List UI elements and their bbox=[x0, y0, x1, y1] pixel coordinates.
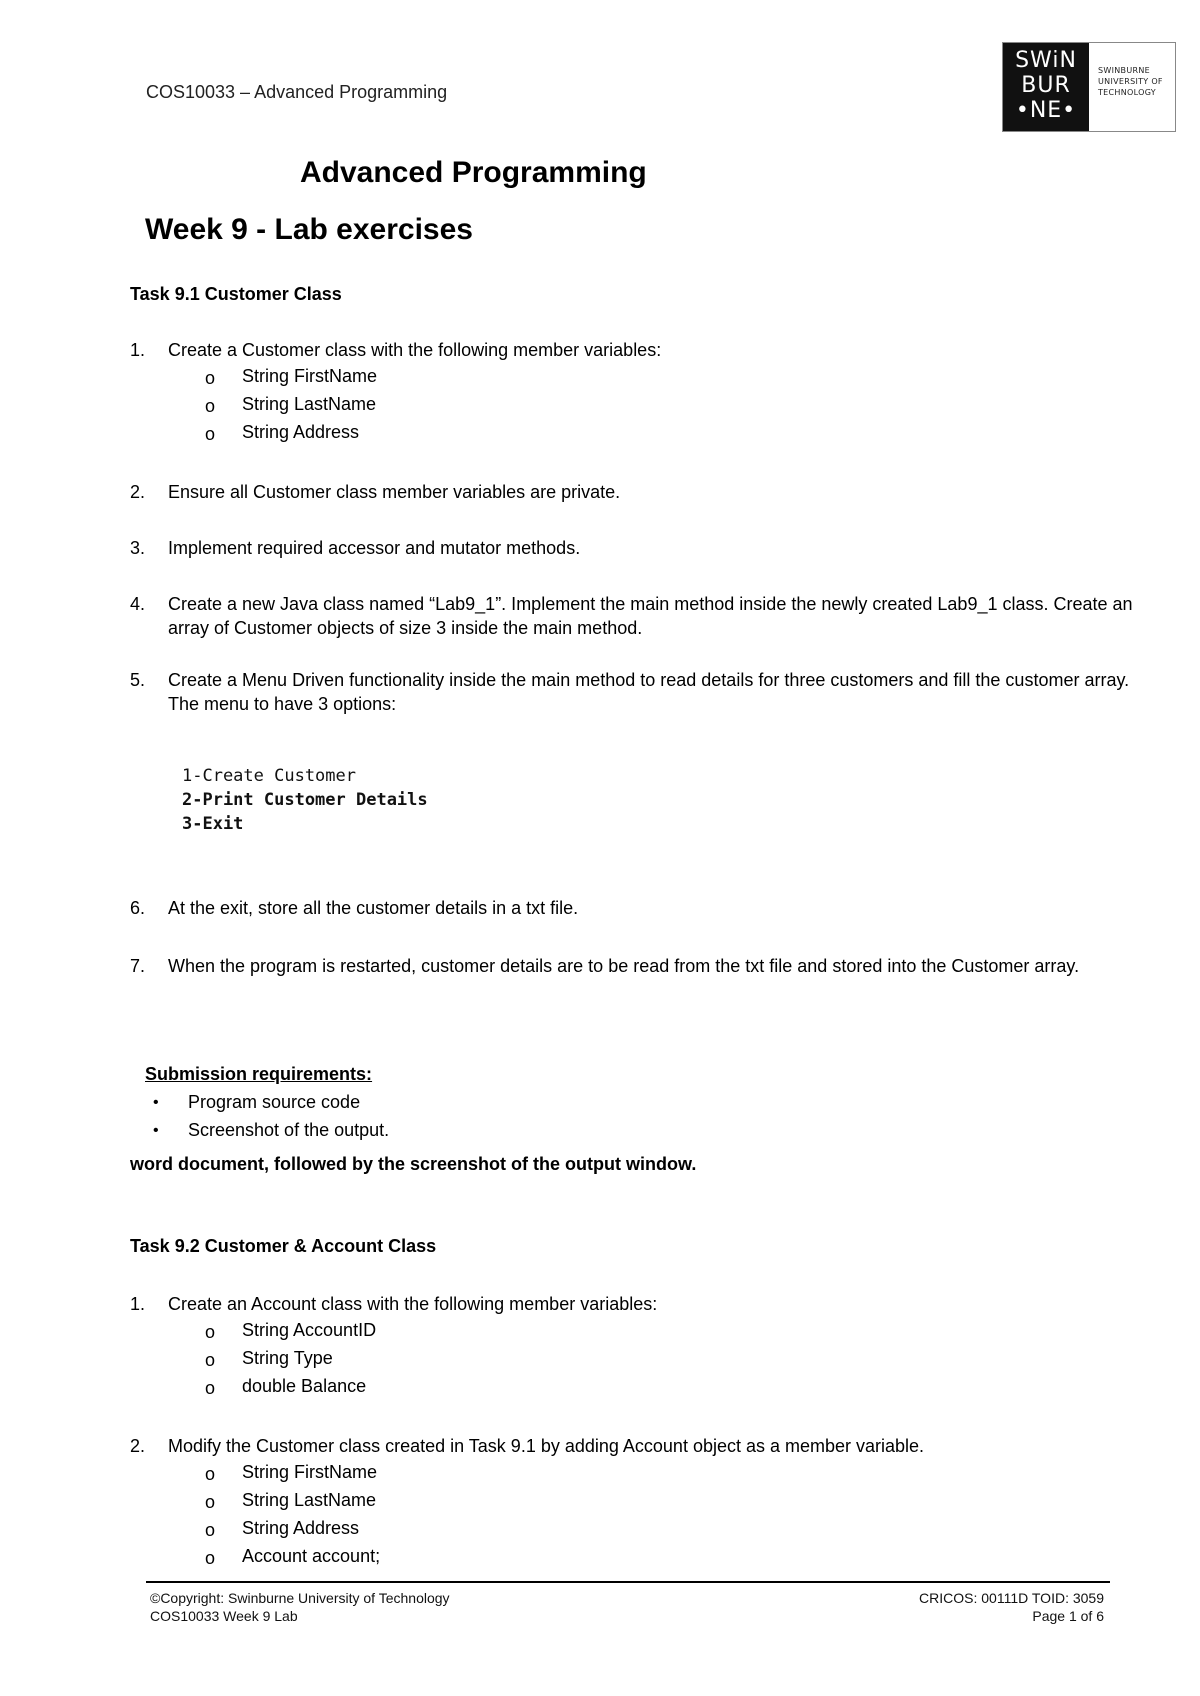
list-number: 2. bbox=[130, 1436, 146, 1456]
list-number: 1. bbox=[130, 1294, 146, 1314]
sub-bullet: o bbox=[205, 1350, 216, 1370]
course-header: COS10033 – Advanced Programming bbox=[146, 82, 448, 102]
bullet: • bbox=[153, 1122, 159, 1139]
list-item: At the exit, store all the customer details in a txt file. bbox=[168, 898, 579, 918]
task-heading: Task 9.2 Customer & Account Class bbox=[130, 1236, 437, 1256]
footer-divider bbox=[146, 1581, 1110, 1583]
sub-bullet: o bbox=[205, 424, 216, 444]
list-number: 4. bbox=[130, 594, 146, 614]
menu-option: 1-Create Customer bbox=[182, 766, 356, 786]
list-number: 2. bbox=[130, 482, 146, 502]
sub-bullet: o bbox=[205, 1520, 216, 1540]
footer-doc-name: COS10033 Week 9 Lab bbox=[150, 1608, 298, 1624]
list-number: 6. bbox=[130, 898, 146, 918]
sub-bullet: o bbox=[205, 1464, 216, 1484]
sub-bullet: o bbox=[205, 1492, 216, 1512]
list-item: Create a Customer class with the following member variables: bbox=[168, 340, 662, 360]
task-heading: Task 9.1 Customer Class bbox=[130, 284, 342, 304]
document-title: Advanced Programming bbox=[300, 156, 647, 189]
list-item: Create a Menu Driven functionality inside the main method to read details for three customers and fill the customer array. The menu to have 3 options: bbox=[168, 670, 1130, 714]
sub-bullet: o bbox=[205, 396, 216, 416]
menu-option: 2-Print Customer Details bbox=[182, 790, 428, 810]
logo-wordmark: SWINBURNE UNIVERSITY OF TECHNOLOGY bbox=[1098, 66, 1163, 97]
list-item: Create an Account class with the following member variables: bbox=[168, 1294, 658, 1314]
logo-mark: SWiN BUR •NE• bbox=[1003, 43, 1089, 131]
sub-bullet: o bbox=[205, 1548, 216, 1568]
sub-bullet: o bbox=[205, 1322, 216, 1342]
submission-note: word document, followed by the screenshot of the output window. bbox=[130, 1154, 697, 1174]
sub-item: String LastName bbox=[242, 1490, 377, 1510]
list-item: When the program is restarted, customer details are to be read from the txt file and stored into the Customer array. bbox=[168, 956, 1080, 976]
sub-item: String FirstName bbox=[242, 1462, 378, 1482]
submission-item: Screenshot of the output. bbox=[188, 1120, 390, 1140]
submission-heading: Submission requirements: bbox=[145, 1064, 373, 1084]
list-item: Implement required accessor and mutator methods. bbox=[168, 538, 581, 558]
sub-item: String Address bbox=[242, 1518, 360, 1538]
list-number: 5. bbox=[130, 670, 146, 690]
menu-option: 3-Exit bbox=[182, 814, 244, 834]
list-item: Create a new Java class named “Lab9_1”. Implement the main method inside the newly created Lab9_1 class. Create an array of Customer objects of size 3 inside the main method. bbox=[168, 594, 1133, 638]
submission-item: Program source code bbox=[188, 1092, 361, 1112]
list-item: Modify the Customer class created in Task 9.1 by adding Account object as a member variable. bbox=[168, 1436, 925, 1456]
university-logo bbox=[1002, 42, 1176, 132]
sub-item: String AccountID bbox=[242, 1320, 377, 1340]
footer-copyright: ©Copyright: Swinburne University of Technology bbox=[150, 1590, 450, 1606]
list-item: Ensure all Customer class member variables are private. bbox=[168, 482, 621, 502]
sub-item: Account account; bbox=[242, 1546, 381, 1566]
sub-item: String FirstName bbox=[242, 366, 378, 386]
footer-cricos: CRICOS: 00111D TOID: 3059 bbox=[919, 1590, 1104, 1606]
bullet: • bbox=[153, 1094, 159, 1111]
document-subtitle: Week 9 - Lab exercises bbox=[145, 213, 473, 246]
footer-page-number: Page 1 of 6 bbox=[1032, 1608, 1104, 1624]
sub-bullet: o bbox=[205, 1378, 216, 1398]
sub-item: String Type bbox=[242, 1348, 333, 1368]
sub-bullet: o bbox=[205, 368, 216, 388]
list-number: 1. bbox=[130, 340, 146, 360]
sub-item: String Address bbox=[242, 422, 360, 442]
sub-item: String LastName bbox=[242, 394, 377, 414]
list-number: 7. bbox=[130, 956, 146, 976]
list-number: 3. bbox=[130, 538, 146, 558]
sub-item: double Balance bbox=[242, 1376, 367, 1396]
